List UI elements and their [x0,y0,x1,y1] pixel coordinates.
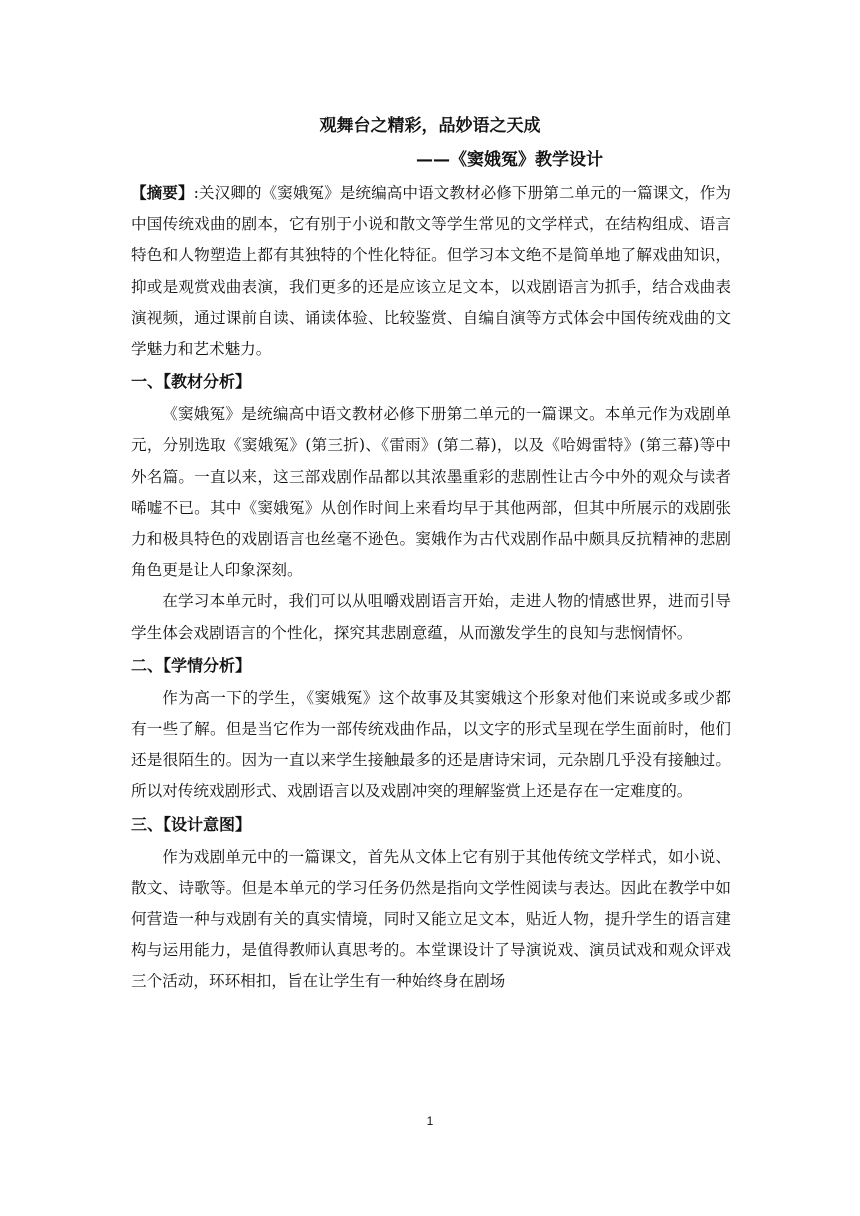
document-body [131,178,731,998]
abstract-paragraph [131,178,731,365]
section-paragraph: 《窦娥冤》是统编高中语文教材必修下册第二单元的一篇课文。本单元作为戏剧单元，分别选取《窦娥冤》(第三折)、《雷雨》(第二幕)，以及《哈姆雷特》(第三幕)等中外名篇。一直以来，这三部戏剧作品都以其浓墨重彩的悲剧性让古今中外的观众与读者唏嘘不已。其中《窦娥冤》从创作时间上来看均早于其他两部，但其中所展示的戏剧张力和极具特色的戏剧语言也丝毫不逊色。窦娥作为古代戏剧作品中颇具反抗精神的悲剧角色更是让人印象深刻。 [131,405,731,580]
document-title: 观舞台之精彩，品妙语之天成 [319,116,541,136]
page-number: 1 [426,1114,434,1128]
section-paragraph: 作为高一下的学生，《窦娥冤》这个故事及其窦娥这个形象对他们来说或多或少都有一些了解。但是当它作为一部传统戏曲作品，以文字的形式呈现在学生面前时，他们还是很陌生的。因为一直以来学生接触最多的还是唐诗宋词，元杂剧几乎没有接触过。所以对传统戏剧形式、戏剧语言以及戏剧冲突的理解鉴赏上还是存在一定难度的。 [131,688,731,801]
abstract-text: :关汉卿的《窦娥冤》是统编高中语文教材必修下册第二单元的一篇课文，作为中国传统戏曲的剧本，它有别于小说和散文等学生常见的文学样式，在结构组成、语言特色和人物塑造上都有其独特的个性化特征。但学习本文绝不是简单地了解戏曲知识，抑或是观赏戏曲表演，我们更多的还是应该立足文本，以戏剧语言为抓手，结合戏曲表演视频，通过课前自读、诵读体验、比较鉴赏、自编自演等方式体会中国传统戏曲的文学魅力和艺术魅力。 [131,184,731,359]
section-paragraph: 作为戏剧单元中的一篇课文，首先从文体上它有别于其他传统文学样式，如小说、散文、诗歌等。但是本单元的学习任务仍然是指向文学性阅读与表达。因此在教学中如何营造一种与戏剧有关的真实情境，同时又能立足文本，贴近人物，提升学生的语言建构与运用能力，是值得教师认真思考的。本堂课设计了导演说戏、演员试戏和观众评戏三个活动，环环相扣，旨在让学生有一种始终身在剧场 [131,847,731,991]
section-heading-student-analysis: 二、【学情分析】 [131,655,252,675]
abstract-label: 【摘要】 [131,184,194,202]
section-heading-design-intent: 三、【设计意图】 [131,814,252,834]
section-paragraph: 在学习本单元时，我们可以从咀嚼戏剧语言开始，走进人物的情感世界，进而引导学生体会戏剧语言的个性化，探究其悲剧意蕴，从而激发学生的良知与悲悯情怀。 [131,592,731,642]
document-subtitle: ——《窦娥冤》教学设计 [416,150,603,170]
section-heading-textbook-analysis: 一、【教材分析】 [131,372,252,392]
